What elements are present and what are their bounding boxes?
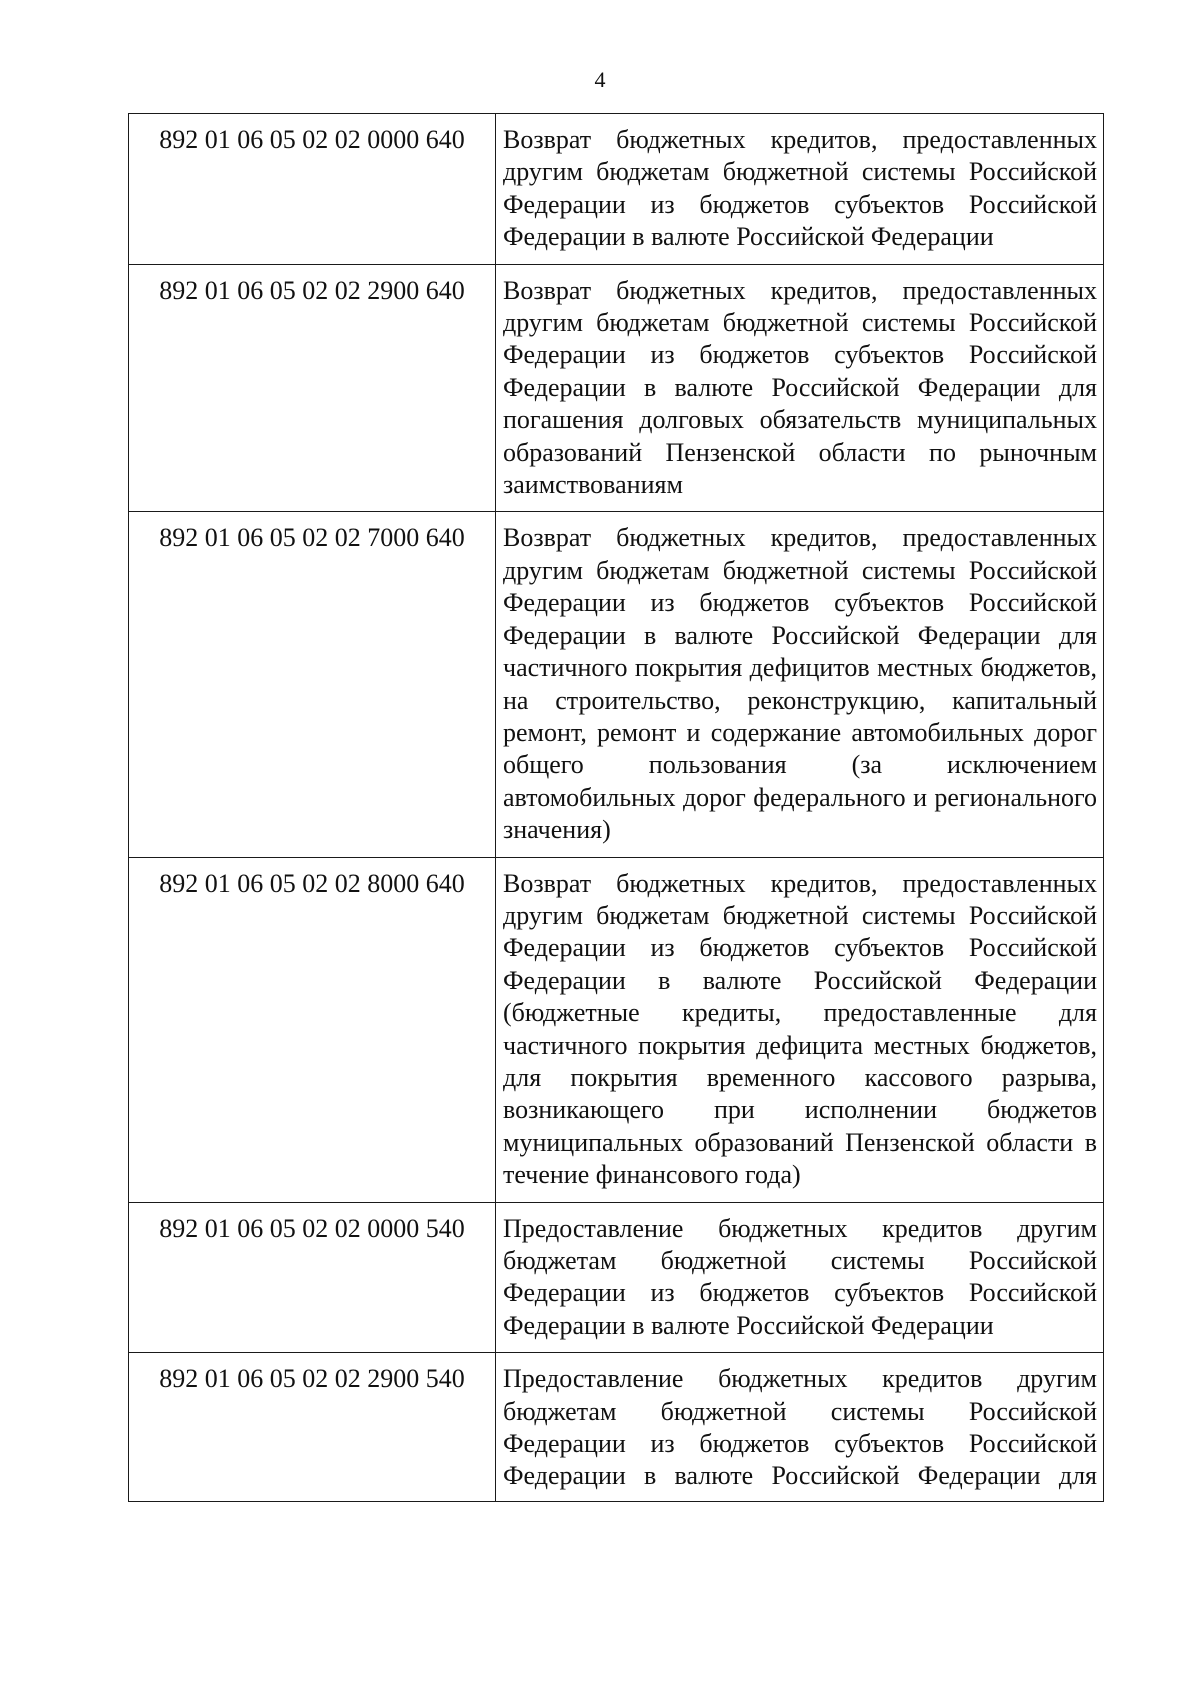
code-cell: 892 01 06 05 02 02 0000 540 xyxy=(129,1202,496,1353)
description-cell: Предоставление бюджетных кредитов другим бюджетам бюджетной системы Российской Федерации из бюджетов субъектов Российской Федерации в валюте Российской Федерации xyxy=(496,1202,1104,1353)
code-cell: 892 01 06 05 02 02 2900 540 xyxy=(129,1353,496,1502)
table-row xyxy=(129,1202,1104,1353)
description-cell: Возврат бюджетных кредитов, предоставленных другим бюджетам бюджетной системы Российской Федерации из бюджетов субъектов Российской Федерации в валюте Российской Федерации для частичного покрытия дефицитов местных бюджетов, на строительство, реконструкцию, капитальный ремонт, ремонт и содержание автомобильных дорог общего пользования (за исключением автомобильных дорог федерального и регионального значения) xyxy=(496,512,1104,857)
code-cell: 892 01 06 05 02 02 2900 640 xyxy=(129,264,496,512)
table-row xyxy=(129,114,1104,265)
table-row xyxy=(129,512,1104,857)
table-row xyxy=(129,264,1104,512)
code-cell: 892 01 06 05 02 02 0000 640 xyxy=(129,114,496,265)
budget-codes-table xyxy=(128,113,1104,1502)
description-cell: Возврат бюджетных кредитов, предоставленных другим бюджетам бюджетной системы Российской Федерации из бюджетов субъектов Российской Федерации в валюте Российской Федерации (бюджетные кредиты, предоставленные для частичного покрытия дефицита местных бюджетов, для покрытия временного кассового разрыва, возникающего при исполнении бюджетов муниципальных образований Пензенской области в течение финансового года) xyxy=(496,857,1104,1202)
description-cell: Возврат бюджетных кредитов, предоставленных другим бюджетам бюджетной системы Российской Федерации из бюджетов субъектов Российской Федерации в валюте Российской Федерации xyxy=(496,114,1104,265)
description-cell: Предоставление бюджетных кредитов другим бюджетам бюджетной системы Российской Федерации из бюджетов субъектов Российской Федерации в валюте Российской Федерации для xyxy=(496,1353,1104,1502)
code-cell: 892 01 06 05 02 02 7000 640 xyxy=(129,512,496,857)
table-row xyxy=(129,857,1104,1202)
code-cell: 892 01 06 05 02 02 8000 640 xyxy=(129,857,496,1202)
page-number: 4 xyxy=(594,67,606,92)
table-row xyxy=(129,1353,1104,1502)
description-cell: Возврат бюджетных кредитов, предоставленных другим бюджетам бюджетной системы Российской Федерации из бюджетов субъектов Российской Федерации в валюте Российской Федерации для погашения долговых обязательств муниципальных образований Пензенской области по рыночным заимствованиям xyxy=(496,264,1104,512)
